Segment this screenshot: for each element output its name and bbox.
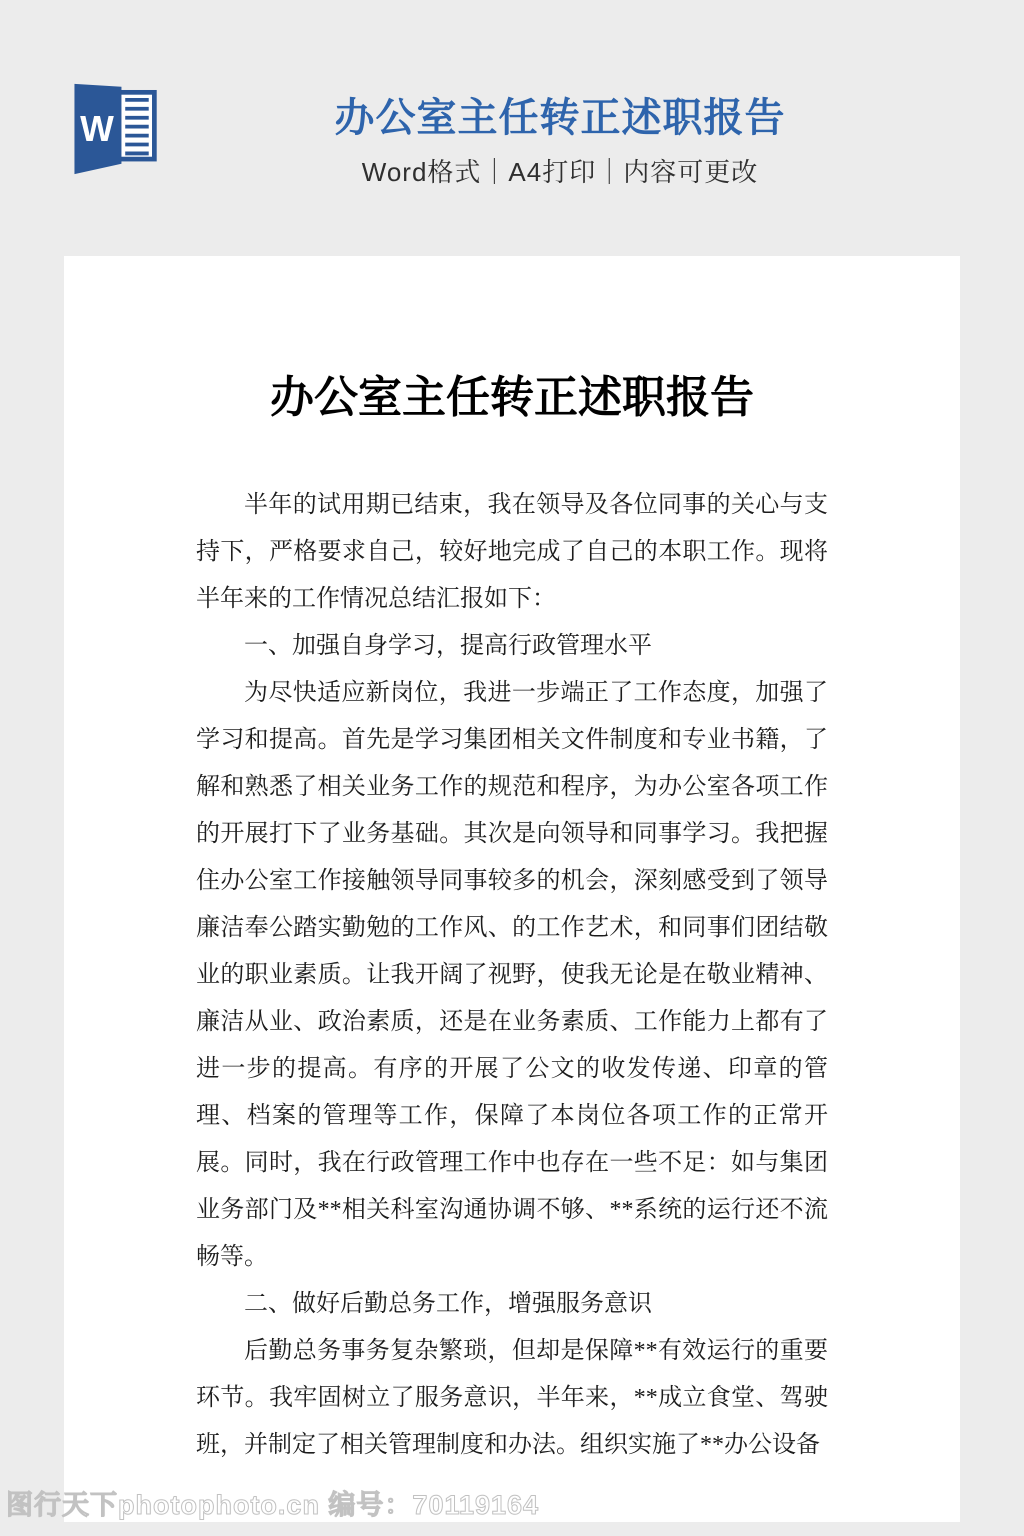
doc-paragraph: 后勤总务事务复杂繁琐，但却是保障**有效运行的重要环节。我牢固树立了服务意识，半年来，**成立食堂、驾驶班，并制定了相关管理制度和办法。组织实施了**办公设备 xyxy=(196,1338,828,1458)
document-title: 办公室主任转正述职报告 xyxy=(270,373,754,422)
doc-paragraph: 为尽快适应新岗位，我进一步端正了工作态度，加强了学习和提高。首先是学习集团相关文件制度和专业书籍，了解和熟悉了相关业务工作的规范和程序，为办公室各项工作的开展打下了业务基础。其次是向领导和同事学习。我把握住办公室工作接触领导同事较多的机会，深刻感受到了领导廉洁奉公踏实勤勉的工作风、的工作艺术，和同事们团结敬业的职业素质。让我开阔了视野，使我无论是在敬业精神、廉洁从业、政治素质，还是在业务素质、工作能力上都有了进一步的提高。有序的开展了公文的收发传递、印章的管理、档案的管理等工作，保障了本岗位各项工作的正常开展。同时，我在行政管理工作中也存在一些不足：如与集团业务部门及**相关科室沟通协调不够、**系统的运行还不流畅等。 xyxy=(196,680,828,1270)
document-page xyxy=(64,256,960,1522)
template-format-note: Word格式｜A4打印｜内容可更改 xyxy=(361,157,759,187)
word-document-icon xyxy=(66,82,160,176)
header-text-block xyxy=(160,94,960,189)
doc-section-heading: 一、加强自身学习，提高行政管理水平 xyxy=(244,633,652,659)
doc-section-heading: 二、做好后勤总务工作，增强服务意识 xyxy=(244,1291,652,1317)
doc-paragraph: 半年的试用期已结束，我在领导及各位同事的关心与支持下，严格要求自己，较好地完成了自己的本职工作。现将半年来的工作情况总结汇报如下： xyxy=(196,492,828,612)
word-icon-text-lines xyxy=(125,100,149,154)
template-title: 办公室主任转正述职报告 xyxy=(334,96,786,140)
word-icon-letter: W xyxy=(80,109,114,150)
preview-header xyxy=(0,0,1024,256)
site-watermark: 图行天下photophoto.cn 编号：70119164 xyxy=(6,1490,540,1520)
doc-body xyxy=(196,482,828,1469)
